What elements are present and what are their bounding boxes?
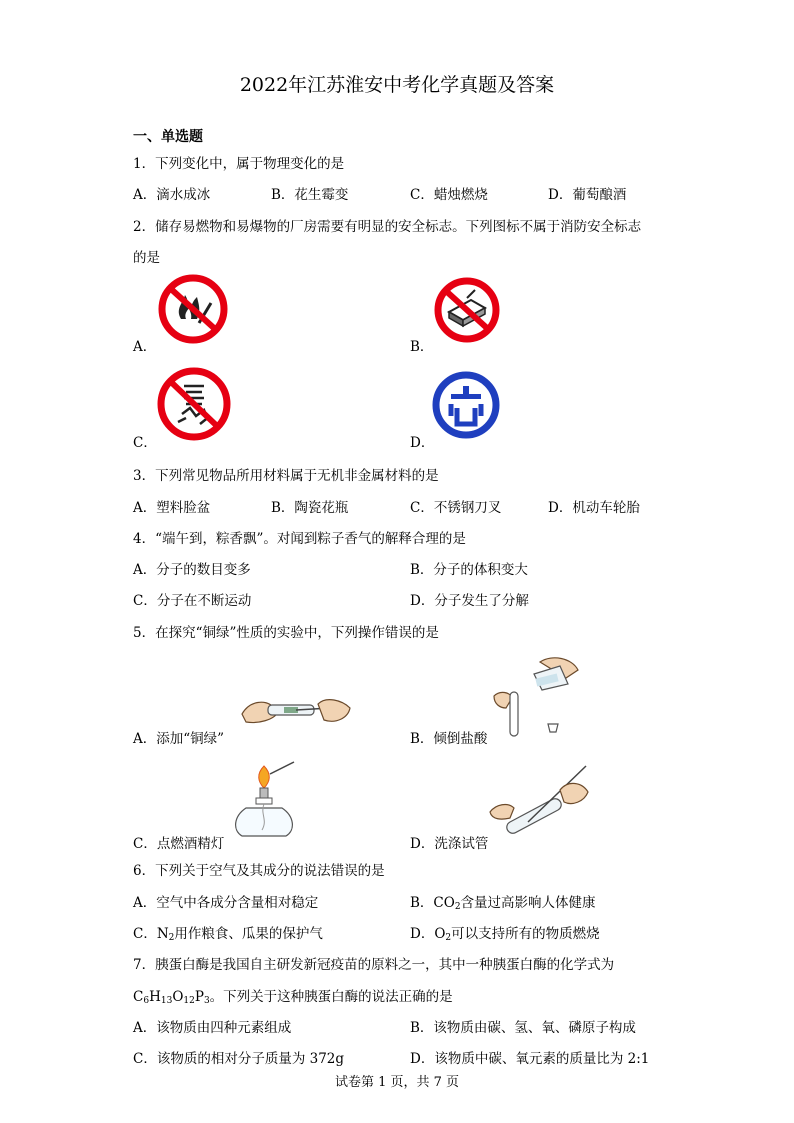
q4-stem: 4．“端午到，粽香飘”。对闻到粽子香气的解释合理的是 (133, 531, 466, 547)
chemical-formula: $C_6H_{13}O_{12}P_3$ (133, 989, 210, 1006)
wash-test-tube-illustration (482, 762, 592, 848)
q3-option-a: A．塑料脸盆 (133, 500, 211, 516)
q3-option-d: D．机动车轮胎 (548, 500, 640, 516)
q2-option-b: B． (410, 339, 434, 355)
q7-stem-line2: $C_6H_{13}O_{12}P_3$。下列关于这种胰蛋白酶的说法正确的是 (133, 989, 453, 1006)
q5-option-d: D．洗涤试管 (410, 836, 489, 852)
light-alcohol-lamp-illustration (224, 760, 300, 840)
q1-stem: 1．下列变化中，属于物理变化的是 (133, 156, 345, 172)
q1-option-d: D．葡萄酿酒 (548, 187, 627, 203)
q4-option-b: B．分子的体积变大 (410, 562, 528, 578)
no-matches-icon (433, 276, 501, 344)
q7-option-d: D．该物质中碳、氧元素的质量比为 2:1 (410, 1051, 650, 1067)
no-open-flame-icon (157, 273, 229, 345)
q1-option-b: B．花生霉变 (271, 187, 349, 203)
q7-option-c: C．该物质的相对分子质量为 372g (133, 1051, 345, 1067)
no-fireworks-icon (156, 366, 232, 442)
q7-stem-line1: 7．胰蛋白酶是我国自主研发新冠疫苗的原料之一，其中一种胰蛋白酶的化学式为 (133, 957, 615, 973)
q6-option-c: C．$N_2$用作粮食、瓜果的保护气 (133, 926, 323, 943)
add-powder-illustration (238, 686, 354, 736)
page-title: 2022年江苏淮安中考化学真题及答案 (239, 74, 555, 96)
q5-option-b: B．倾倒盐酸 (410, 731, 488, 747)
q7-option-a: A．该物质由四种元素组成 (133, 1020, 292, 1036)
q5-option-c: C．点燃酒精灯 (133, 836, 225, 852)
q3-option-b: B．陶瓷花瓶 (271, 500, 349, 516)
q2-option-a: A． (133, 339, 157, 355)
q2-stem-line1: 2．储存易燃物和易爆物的厂房需要有明显的安全标志。下列图标不属于消防安全标志 (133, 219, 642, 235)
q3-stem: 3．下列常见物品所用材料属于无机非金属材料的是 (133, 468, 439, 484)
q4-option-c: C．分子在不断运动 (133, 593, 252, 609)
q6-option-d: D．$O_2$可以支持所有的物质燃烧 (410, 926, 600, 943)
pour-acid-illustration (482, 652, 582, 744)
q2-stem-line2: 的是 (133, 250, 160, 266)
section-heading: 一、单选题 (133, 129, 203, 145)
q5-option-a: A．添加“铜绿” (133, 731, 225, 747)
q2-option-d: D． (410, 435, 435, 451)
page-footer: 试卷第 1 页，共 7 页 (334, 1075, 460, 1090)
q6-option-b: B．$CO_2$含量过高影响人体健康 (410, 895, 596, 912)
q6-stem: 6．下列关于空气及其成分的说法错误的是 (133, 863, 385, 879)
q6-option-a: A．空气中各成分含量相对稳定 (133, 895, 319, 911)
q5-stem: 5．在探究“铜绿”性质的实验中，下列操作错误的是 (133, 625, 439, 641)
q4-option-d: D．分子发生了分解 (410, 593, 529, 609)
water-saving-icon (433, 372, 499, 438)
q4-option-a: A．分子的数目变多 (133, 562, 251, 578)
q1-option-c: C．蜡烛燃烧 (410, 187, 488, 203)
q2-option-c: C． (133, 435, 157, 451)
q7-option-b: B．该物质由碳、氢、氧、磷原子构成 (410, 1020, 636, 1036)
q1-option-a: A．滴水成冰 (133, 187, 211, 203)
q3-option-c: C．不锈钢刀叉 (410, 500, 502, 516)
